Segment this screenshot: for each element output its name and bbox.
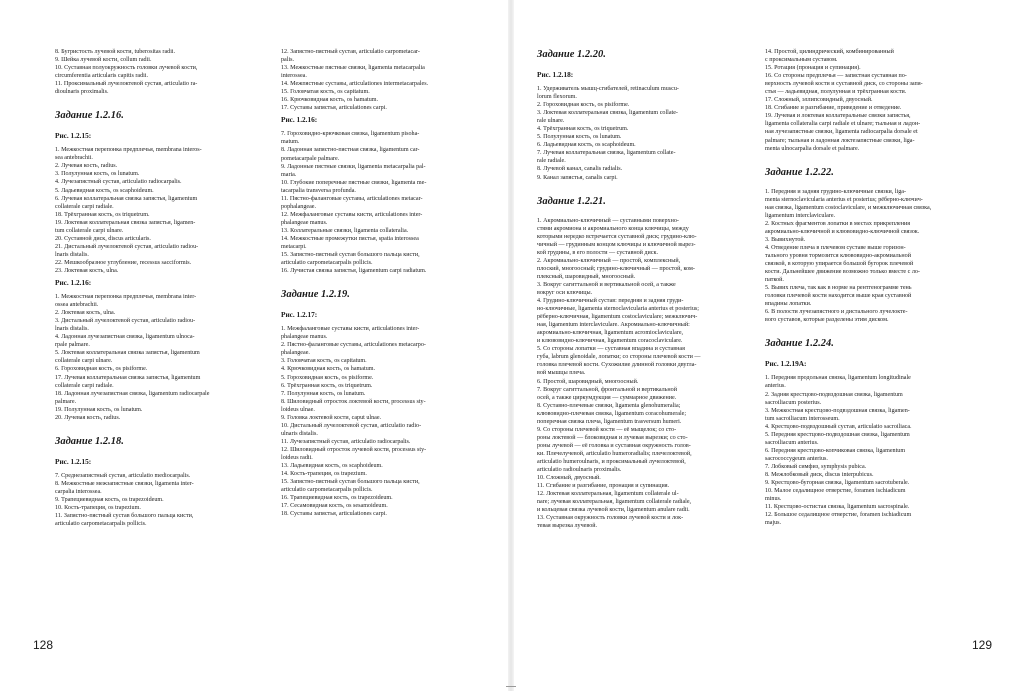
- text-line: 3. Дистальный лучелоктевой сустав, articulatio radiou-: [55, 318, 196, 325]
- text-line: tum collaterale carpi ulnare.: [55, 227, 124, 234]
- text-line: 4. Крючковидная кость, os hamatum.: [281, 366, 376, 373]
- text-line: 18. Сгибание и разгибание, приведение и отведение.: [765, 105, 902, 112]
- text-line: sacroiliacum anterius.: [765, 439, 819, 446]
- text-line: роны лучевой — её головка и суставная окружность голов-: [537, 442, 691, 449]
- text-line: metacarpi.: [281, 244, 307, 251]
- text-line: palmare.: [55, 398, 77, 405]
- text-line: loideus ulnae.: [281, 406, 315, 413]
- text-line: 11. Проксимальный лучелоктевой сустав, articulatio ra-: [55, 81, 198, 88]
- text-line: 13. Ладьевидная кость, os scaphoideum.: [281, 463, 383, 470]
- text-line: 15. Головчатая кость, os capitatum.: [281, 89, 370, 96]
- text-line: 2. Задняя крестцово-подвздошная связка, ligamentum: [765, 391, 903, 398]
- text-line: 20. Лучевая кость, radius.: [55, 414, 121, 421]
- text-line: ligamenta collateralia carpi radiale et ulnare; тыльная и ладон-: [765, 121, 921, 128]
- text-line: 8. Лучевой канал, canalis radialis.: [537, 166, 623, 173]
- text-line: phalangeae manus.: [281, 334, 328, 341]
- text-line: articulatio carpometacarpalis pollicis.: [55, 521, 147, 528]
- section-heading: Задание 1.2.16.: [55, 110, 124, 122]
- text-line: кости. Дальнейшее движение возможно только вместе с ло-: [765, 269, 920, 276]
- bottom-mark: [506, 686, 516, 687]
- text-line: 7. Полулунная кость, os lunatum.: [281, 390, 366, 397]
- text-line: sacrococcygeum anterius.: [765, 455, 828, 462]
- text-line: 3. Головчатая кость, os capitatum.: [281, 358, 367, 365]
- section-heading: Задание 1.2.20.: [537, 49, 606, 60]
- section-heading: Задание 1.2.21.: [537, 195, 606, 207]
- text-line: 2. Акромиально-ключичный — простой, комплексный,: [537, 257, 681, 264]
- text-line: 6. Передняя крестцово-копчиковая связка, ligamentum: [765, 447, 906, 454]
- text-line: 3. Локтевая коллатеральная связка, ligamentum collate-: [537, 110, 678, 117]
- text-line: ossea antebrachii.: [55, 302, 99, 309]
- text-line: collaterale carpi radiale.: [55, 203, 114, 210]
- page-number-left: 128: [33, 638, 54, 652]
- text-line: 11. Пястно-фаланговые суставы, articulationes metacar-: [281, 195, 423, 202]
- text-line: 14. Межкостные промежутки пястья, spatia interossea: [281, 235, 419, 242]
- text-line: 5. Полулунная кость, os lunatum.: [537, 134, 622, 141]
- text-line: 23. Локтевая кость, ulna.: [55, 267, 119, 274]
- text-line: 14. Межпястные суставы, articulationes intermetacarpales.: [281, 81, 429, 88]
- text-line: menta sternoclavicularia anterius et posterius; рёберно-ключич-: [765, 196, 923, 203]
- text-line: и кольцевая связка лучевой кости, ligamentum anulare radii.: [537, 507, 690, 514]
- text-line: 6. Простой, шаровидный, многоосный.: [537, 378, 639, 385]
- text-line: 1. Передняя и задняя грудино-ключичные связки, liga-: [765, 188, 907, 195]
- text-line: 10. Малое седалищное отверстие, foramen ischiadicum: [765, 488, 906, 495]
- text-line: collaterale carpi radiale.: [55, 382, 114, 389]
- text-line: вокруг оси ключицы.: [537, 289, 593, 296]
- figure-caption: Рис. 1.2.15:: [55, 131, 92, 141]
- text-line: 17. Суставы запястья, articulationes carpi.: [281, 105, 387, 112]
- text-line: 4. Ладонная лучезапястная связка, ligamentum ulnoca-: [55, 334, 195, 341]
- text-line: 15. Запястно-пястный сустав большого пальца кисти,: [281, 252, 420, 259]
- text-line: вого суставов, которые разделены этим диском.: [765, 317, 889, 324]
- text-line: 17. Сложный, эллипсовидный, двуосный.: [765, 97, 873, 104]
- text-line: 4. Крестцово-подвздошный сустав, articulatio sacroiliaca.: [765, 423, 912, 430]
- text-line: 10. Глубокие поперечные пястные связки, ligamenta me-: [281, 179, 427, 186]
- text-line: головки плечевой кости находится выше края суставной: [765, 293, 912, 300]
- text-line: 1. Удерживатель мышц-сгибателей, retinaculum muscu-: [537, 86, 679, 92]
- text-line: 1. Акромиально-ключичный — суставными поверхно-: [537, 217, 679, 224]
- text-line: акромиально-ключичной и клювовидно-ключичной связок.: [765, 228, 920, 235]
- text-line: 14. Кость-трапеция, os trapezium.: [281, 471, 367, 478]
- text-line: rale ulnare.: [537, 118, 565, 125]
- text-line: 7. Вокруг сагиттальной, фронтальной и вертикальной: [537, 386, 677, 393]
- text-line: 8. Шиловидный отросток локтевой кости, processus sty-: [281, 398, 426, 405]
- text-line: 3. Вывихнутой.: [765, 236, 806, 243]
- text-line: 7. Среднезапястный сустав, articulatio mediocarpalis.: [55, 472, 191, 479]
- text-line: 21. Дистальный лучелоктевой сустав, articulatio radiou-: [55, 243, 199, 250]
- text-line: 10. Дистальный лучелоктевой сустав, articulatio radio-: [281, 422, 422, 429]
- text-line: articulatio radioulnaris proximalis.: [537, 467, 622, 474]
- text-line: 10. Кость-трапеция, os trapezium.: [55, 504, 141, 511]
- text-line: чичный — грудинным концом ключицы и ключичной вырез-: [537, 241, 696, 248]
- text-line: 22. Мешкообразное углубление, recessus sacciformis.: [55, 259, 192, 266]
- text-line: interossea.: [281, 73, 307, 80]
- text-line: 9. Трапециевидная кость, os trapezoideum.: [55, 496, 164, 503]
- text-line: dioulnaris proximalis.: [55, 89, 109, 96]
- text-line: 5. Со стороны лопатки — суставная впадина и суставная: [537, 346, 685, 353]
- text-line: maria.: [281, 171, 297, 178]
- text-line: 5. Передняя крестцово-подвздошная связка, ligamentum: [765, 431, 910, 438]
- text-line: ная связка, ligamentum costoclaviculare, и межключичная связка,: [765, 204, 932, 211]
- text-line: и клювовидно-ключичная, ligamentum coracoclaviculare.: [537, 338, 683, 345]
- text-line: 11. Сгибание и разгибание, пронация и супинация.: [537, 483, 670, 490]
- text-line: поперечная связка плеча, ligamentum trasversum humeri.: [537, 418, 682, 425]
- text-line: 2. Пястно-фаланговые суставы, articulationes metacarpo-: [281, 342, 426, 349]
- text-line: lnaris distalis.: [55, 326, 89, 333]
- text-line: pophalangeae.: [281, 203, 317, 210]
- text-line: 13. Суставная окружность головки лучевой кости и лок-: [537, 515, 684, 522]
- text-line: тального уровня тормозится клювовидно-акромиальной: [765, 252, 911, 259]
- text-line: 6. Трёхгранная кость, os triquetrum.: [281, 382, 373, 389]
- text-line: 8. Бугристость лучевой кости, tuberositas radii.: [55, 49, 176, 55]
- section-heading: Задание 1.2.24.: [765, 338, 834, 350]
- text-line: паткой.: [765, 277, 784, 284]
- text-line: 13. Коллатеральные связки, ligamenta collateralia.: [281, 227, 409, 234]
- text-line: sacroiliacum posterius.: [765, 399, 822, 406]
- text-line: 15. Ротация (пронация и супинация).: [765, 65, 861, 72]
- text-line: 14. Простой, цилиндрический, комбинированный: [765, 49, 894, 55]
- text-line: 9. Со стороны плечевой кости — её мыщелок; со сто-: [537, 426, 677, 433]
- text-line: вой мышцы плеча.: [537, 370, 586, 377]
- text-line: 12. Большое седалищное отверстие, foramen ischiadicum: [765, 512, 912, 519]
- text-line: 17. Сесамовидная кость, os sesamoideum.: [281, 503, 388, 510]
- text-line: tum sacroiliacum interosseum.: [765, 415, 840, 422]
- text-line: но-ключичные, ligamenta sternoclavicularia anterius et posterius;: [537, 306, 699, 313]
- text-line: 2. Локтевая кость, ulna.: [55, 310, 116, 317]
- text-line: ligamentum interclaviculare.: [765, 212, 836, 219]
- text-line: 1. Межкостная перепонка предплечья, membrana interos-: [55, 147, 202, 154]
- book-gutter: [508, 0, 514, 691]
- text-line: 16. Крючковидная кость, os hamatum.: [281, 97, 379, 104]
- text-line: стями акромиона и акромиального конца ключицы, между: [537, 225, 689, 232]
- text-line: рёберно-ключичная, ligamentum costoclaviculare; межключич-: [537, 314, 698, 321]
- text-line: 9. Шейка лучевой кости, collum radii.: [55, 57, 152, 64]
- text-line: phalangeae.: [281, 350, 310, 357]
- text-line: 6. Ладьевидная кость, os scaphoideum.: [537, 142, 636, 149]
- text-line: carpalia interossea.: [55, 488, 102, 495]
- column-1: [55, 48, 267, 528]
- figure-caption: Рис. 1.2.16:: [281, 115, 318, 125]
- text-line: 9. Крестцово-бугорная связка, ligamentum sacrotuberale.: [765, 480, 910, 487]
- text-line: 4. Трёхгранная кость, os triquetrum.: [537, 126, 629, 133]
- text-line: которыми нередко встречается суставной диск; грудино-клю-: [537, 233, 697, 240]
- text-line: 12. Шиловидный отросток лучевой кости, processus sty-: [281, 446, 427, 453]
- text-line: роны локтевой — блоковидная и лучевая вырезки; со сто-: [537, 434, 688, 441]
- text-line: 18. Трёхгранная кость, os triquetrum.: [55, 211, 150, 218]
- page-number-right: 129: [972, 638, 993, 652]
- text-line: 13. Межкостные пястные связки, ligamenta metacarpalia: [281, 65, 425, 72]
- text-line: 1. Межфаланговые суставы кисти, articulationes inter-: [281, 326, 420, 333]
- text-line: тевая вырезка лучевой.: [537, 523, 598, 530]
- text-line: 17. Лучевая коллатеральная связка запястья, ligamentum: [55, 374, 201, 381]
- text-line: акромиально-ключичная, ligamentum acromioclaviculare,: [537, 330, 684, 337]
- text-line: 4. Грудино-ключичный сустав: передняя и задняя груди-: [537, 298, 684, 305]
- text-line: anterius.: [765, 383, 786, 390]
- text-line: 9. Головка локтевой кости, caput ulnae.: [281, 414, 382, 421]
- text-line: 10. Суставная полуокружность головки лучевой кости,: [55, 65, 198, 72]
- text-line: осей, а также циркумдукция — суммарное движение.: [537, 394, 677, 401]
- text-line: плексный, шаровидный, многоосный.: [537, 273, 636, 280]
- text-line: pometacarpale palmare.: [281, 155, 340, 162]
- text-line: 1. Межкостная перепонка предплечья, membrana inter-: [55, 294, 197, 301]
- text-line: 19. Локтевая коллатеральная связка запястья, ligamen-: [55, 219, 196, 226]
- text-line: 20. Суставной диск, discus articularis.: [55, 235, 151, 242]
- figure-caption: Рис. 1.2.17:: [281, 310, 318, 320]
- column-4: [765, 48, 977, 527]
- text-line: кой грудины, в его полости — суставной диск.: [537, 249, 658, 256]
- text-line: circumferentia articularis capitis radii.: [55, 73, 149, 80]
- text-line: 16. Лучистая связка запястья, ligamentum carpi radiatum.: [281, 268, 427, 275]
- text-line: 8. Межкостные межзапястные связки, ligamenta inter-: [55, 480, 194, 487]
- text-line: rale radiale.: [537, 158, 566, 165]
- section-heading: Задание 1.2.19.: [281, 289, 350, 301]
- text-line: matum.: [281, 139, 300, 146]
- text-line: 7. Лучевая коллатеральная связка, ligamentum collate-: [537, 150, 676, 157]
- text-line: 5. Ладьевидная кость, os scaphoideum.: [55, 187, 154, 194]
- text-line: 6. Лучевая коллатеральная связка запястья, ligamentum: [55, 195, 198, 202]
- text-line: nare; лучевая коллатеральная, ligamentum collaterale radiale,: [537, 499, 692, 506]
- section-heading: Задание 1.2.18.: [55, 435, 124, 447]
- text-line: 11. Запястно-пястный сустав большого пальца кисти,: [55, 513, 194, 520]
- text-line: 15. Запястно-пястный сустав большого пальца кисти,: [281, 479, 420, 486]
- text-line: phalangeae manus.: [281, 219, 328, 226]
- text-line: с проксимальным суставом.: [765, 57, 838, 64]
- figure-caption: Рис. 1.2.15:: [55, 456, 92, 466]
- text-line: 11. Крестцово-остистая связка, ligamentum sacrospinale.: [765, 504, 910, 511]
- text-line: 8. Межлобковый диск, discus interpubicus.: [765, 471, 874, 478]
- text-line: 3. Вокруг сагиттальной и вертикальной осей, а также: [537, 281, 676, 288]
- text-line: 11. Лучезапястный сустав, articulatio radiocarpalis.: [281, 438, 411, 445]
- text-line: ная лучезапястные связки, ligamenta radiocarpalia dorsale et: [765, 129, 918, 136]
- text-line: rpale palmare.: [55, 342, 90, 349]
- text-line: articulatio humeroulnaris, и проксимальный лучелоктевой,: [537, 458, 686, 465]
- text-line: 3. Полулунная кость, os lunatum.: [55, 171, 140, 178]
- text-line: 16. Со стороны предплечья — запястная суставная по-: [765, 73, 907, 80]
- text-line: губа, labrum glenoidale, лопатки; со стороны плечевой кости —: [537, 354, 701, 361]
- text-line: majus.: [765, 520, 782, 527]
- text-line: связкой, в которую упирается большой бугорок плечевой: [765, 261, 914, 268]
- text-line: articulatio carpometacarpalis pollicis.: [281, 487, 373, 494]
- column-2: [281, 48, 493, 518]
- text-line: 4. Отведение плеча в плечевом суставе выше горизон-: [765, 244, 906, 251]
- text-line: 4. Лучезапястный сустав, articulatio radiocarpalis.: [55, 179, 182, 186]
- text-line: клювовидно-плечевая связка, ligamentum coracohumerale;: [537, 410, 687, 417]
- text-line: collaterale carpi ulnare.: [55, 358, 113, 365]
- text-line: 9. Ладонные пястные связки, ligamenta metacarpalia pal-: [281, 163, 426, 170]
- text-line: 1. Передняя продольная связка, ligamentum longitudinale: [765, 375, 911, 382]
- section-heading: Задание 1.2.22.: [765, 166, 834, 178]
- text-line: articulatio carpometacarpalis pollicis.: [281, 260, 373, 267]
- text-line: 5. Гороховидная кость, os pisiforme.: [281, 374, 374, 381]
- text-line: lorum flexorum.: [537, 94, 577, 101]
- text-line: tacarpalia transversa profunda.: [281, 187, 356, 194]
- text-line: ulnaris distalis.: [281, 430, 318, 437]
- text-line: 6. В полости лучезапястного и дистального лучелокте-: [765, 309, 908, 316]
- figure-caption: Рис. 1.2.19А:: [765, 359, 807, 369]
- text-line: 10. Сложный, двуосный.: [537, 475, 601, 482]
- text-line: lnaris distalis.: [55, 251, 89, 258]
- text-line: 2. Костных фрагментов лопатки в местах прикрепления: [765, 220, 911, 227]
- text-line: 5. Вывих плеча, так как в норме на рентгенограмме тень: [765, 285, 912, 292]
- text-line: 2. Лучевая кость, radius.: [55, 163, 118, 170]
- text-line: 18. Ладонная лучезапястная связка, ligamentum radiocarpale: [55, 390, 210, 397]
- text-line: 2. Гороховидная кость, os pisiforme.: [537, 102, 630, 109]
- text-line: головка плечевой кости. Сухожилие длинной головки двугла-: [537, 362, 697, 369]
- text-line: плоский, многоосный; грудино-ключичный — простой, ком-: [537, 265, 695, 272]
- text-line: 16. Трапециевидная кость, os trapezoideum.: [281, 495, 393, 502]
- text-line: верхность лучевой кости и суставной диск, со стороны запя-: [765, 81, 923, 88]
- text-line: 19. Полулунная кость, os lunatum.: [55, 406, 143, 413]
- text-line: стья — ладьевидная, полулунная и трёхгранная кости.: [765, 89, 907, 96]
- text-line: ки. Плечелучевой, articulatio humeroradialis; плечелоктевой,: [537, 450, 692, 457]
- text-line: 5. Локтевая коллатеральная связка запястья, ligamentum: [55, 350, 200, 357]
- text-line: 12. Межфаланговые суставы кисти, articulationes inter-: [281, 211, 423, 218]
- figure-caption: Рис. 1.2.16:: [55, 278, 92, 288]
- text-line: 9. Канал запястья, canalis carpi.: [537, 174, 618, 181]
- text-line: 3. Межкостная крестцово-подвздошная связка, ligamen-: [765, 407, 910, 414]
- figure-caption: Рис. 1.2.18:: [537, 70, 574, 79]
- text-line: 18. Суставы запястья, articulationes carpi.: [281, 511, 387, 518]
- text-line: 7. Гороховидно-крючковая связка, ligamentum pisoha-: [281, 131, 420, 138]
- text-line: 7. Лобковый симфиз, symphysis pubica.: [765, 463, 867, 470]
- text-line: ная, ligamentum interclaviculare. Акромиально-ключичный:: [537, 322, 690, 329]
- column-3: [537, 48, 749, 530]
- text-line: впадины лопатки.: [765, 301, 812, 308]
- text-line: 12. Локтевая коллатеральная, ligamentum collaterale ul-: [537, 491, 679, 498]
- text-line: minus.: [765, 496, 782, 503]
- text-line: palis.: [281, 57, 295, 64]
- text-line: menta ulnocarpalia dorsale et palmare.: [765, 145, 860, 152]
- text-line: loideus radii.: [281, 454, 313, 461]
- text-line: 8. Ладонная запястно-пястная связка, ligamentum car-: [281, 147, 420, 154]
- text-line: 19. Лучевая и локтевая коллатеральные связки запястья,: [765, 113, 911, 120]
- text-line: 12. Запястно-пястный сустав, articulatio carpometacar-: [281, 49, 420, 55]
- text-line: palmare; тыльная и ладонная локтезапястные связки, liga-: [765, 137, 915, 144]
- text-line: sea antebrachii.: [55, 155, 93, 162]
- text-line: 6. Гороховидная кость, os pisiforme.: [55, 366, 148, 373]
- text-line: 8. Суставно-плечевые связки, ligamenta glenohumeralia;: [537, 402, 681, 409]
